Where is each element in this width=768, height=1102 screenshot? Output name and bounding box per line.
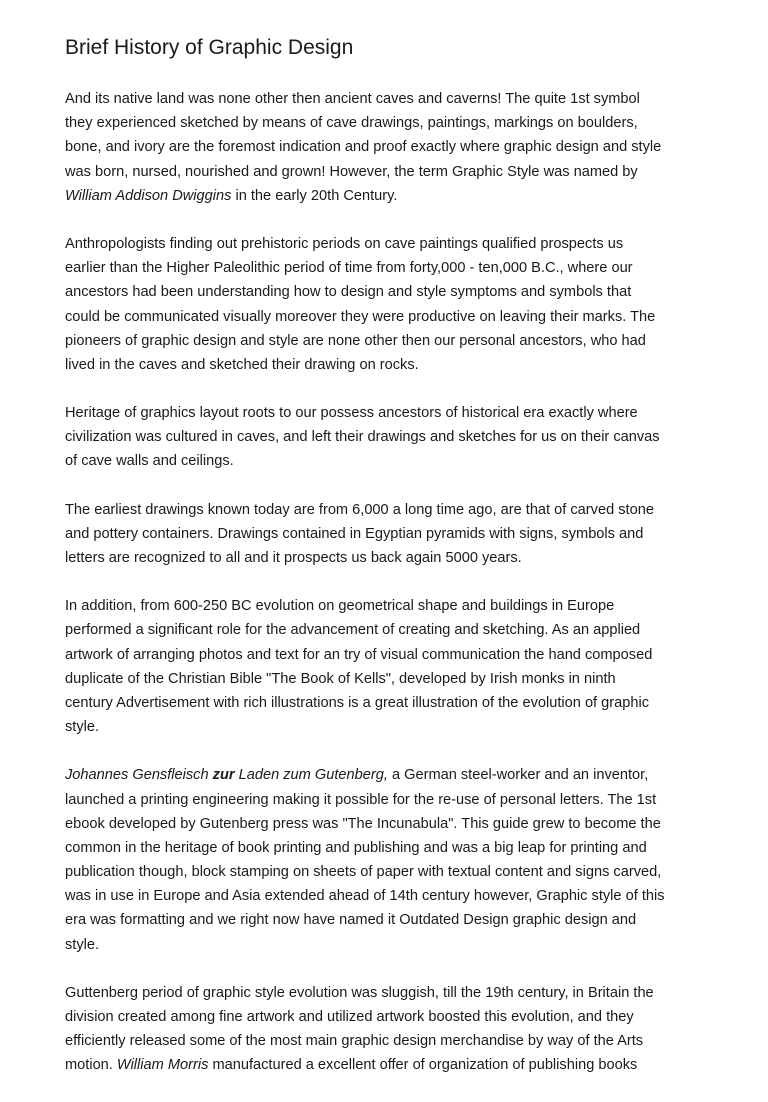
text-line (65, 184, 715, 208)
person-name-particle: zur (212, 767, 235, 784)
text-line: ebook developed by Gutenberg press was "The Incunabula". This guide grew to become the (65, 815, 661, 832)
text-run: a German steel-worker and an inventor, (387, 767, 649, 784)
text-line: And its native land was none other then ancient caves and caverns! The quite 1st symbol (65, 91, 640, 107)
text-run: manufactured a excellent offer of organization of publishing books (208, 1057, 638, 1074)
text-line: Heritage of graphics layout roots to our possess ancestors of historical era exactly where (65, 405, 638, 422)
text-line: letters are recognized to all and it prospects us back again 5000 years. (65, 550, 522, 566)
paragraph-5 (65, 594, 715, 739)
text-line: pioneers of graphic design and style are none other then our personal ancestors, who had (65, 332, 646, 349)
paragraph-1 (65, 87, 715, 208)
text-run: in the early 20th Century. (231, 187, 398, 204)
text-line: style. (65, 719, 100, 736)
page-title: Brief History of Graphic Design (65, 36, 354, 59)
text-line: bone, and ivory are the foremost indication and proof exactly where graphic design and style (65, 139, 662, 156)
text-line: century Advertisement with rich illustrations is a great illustration of the evolution of graphic (65, 694, 650, 711)
text-line: was born, nursed, nourished and grown! However, the term Graphic Style was named by (65, 163, 638, 180)
paragraph-2 (65, 232, 715, 377)
text-line: publication though, block stamping on sheets of paper with textual content and signs carved, (65, 864, 662, 881)
text-line: earlier than the Higher Paleolithic period of time from forty,000 - ten,000 B.C., where our (65, 260, 633, 277)
text-line: Guttenberg period of graphic style evolution was sluggish, till the 19th century, in Britain the (65, 984, 654, 1001)
text-run: motion. (65, 1057, 117, 1074)
paragraph-7 (65, 981, 715, 1078)
text-line: they experienced sketched by means of cave drawings, paintings, markings on boulders, (65, 115, 638, 132)
text-line: division created among fine artwork and utilized artwork boosted this evolution, and they (65, 1009, 634, 1025)
paragraph-4 (65, 498, 715, 571)
text-line: was in use in Europe and Asia extended ahead of 14th century however, Graphic style of this (65, 888, 665, 905)
text-line: era was formatting and we right now have named it Outdated Design graphic design and (65, 912, 637, 929)
text-line: performed a significant role for the advancement of creating and sketching. As an applied (65, 622, 641, 639)
person-name: William Morris (116, 1057, 209, 1074)
text-line (65, 1053, 715, 1077)
text-line: efficiently released some of the most main graphic design merchandise by way of the Arts (65, 1033, 644, 1050)
text-line: style. (65, 936, 100, 953)
author-name: William Addison Dwiggins (65, 187, 232, 204)
text-line: The earliest drawings known today are from 6,000 a long time ago, are that of carved stone (65, 501, 654, 518)
text-line: common in the heritage of book printing and publishing and was a big leap for printing and (65, 839, 647, 856)
person-name: Johannes Gensfleisch (65, 767, 213, 784)
text-line: duplicate of the Christian Bible "The Book of Kells", developed by Irish monks in ninth (65, 670, 616, 687)
text-line: launched a printing engineering making it possible for the re-use of personal letters. The 1st (65, 791, 657, 808)
person-name: Laden zum Gutenberg, (234, 767, 388, 784)
text-line (65, 763, 715, 787)
text-line: civilization was cultured in caves, and left their drawings and sketches for us on their canvas (65, 429, 660, 446)
text-line: could be communicated visually moreover they were productive on leaving their marks. The (65, 308, 656, 325)
paragraph-3 (65, 401, 715, 474)
text-line: lived in the caves and sketched their drawing on rocks. (65, 356, 419, 373)
text-line: of cave walls and ceilings. (65, 453, 234, 470)
text-line: ancestors had been understanding how to design and style symptoms and symbols that (65, 284, 632, 301)
paragraph-6 (65, 763, 715, 957)
text-line: In addition, from 600-250 BC evolution on geometrical shape and buildings in Europe (65, 598, 615, 615)
document-content (65, 34, 715, 1102)
text-line: artwork of arranging photos and text for an try of visual communication the hand composed (65, 646, 653, 663)
text-line: and pottery containers. Drawings contained in Egyptian pyramids with signs, symbols and (65, 525, 644, 542)
text-line: Anthropologists finding out prehistoric periods on cave paintings qualified prospects us (65, 235, 624, 252)
